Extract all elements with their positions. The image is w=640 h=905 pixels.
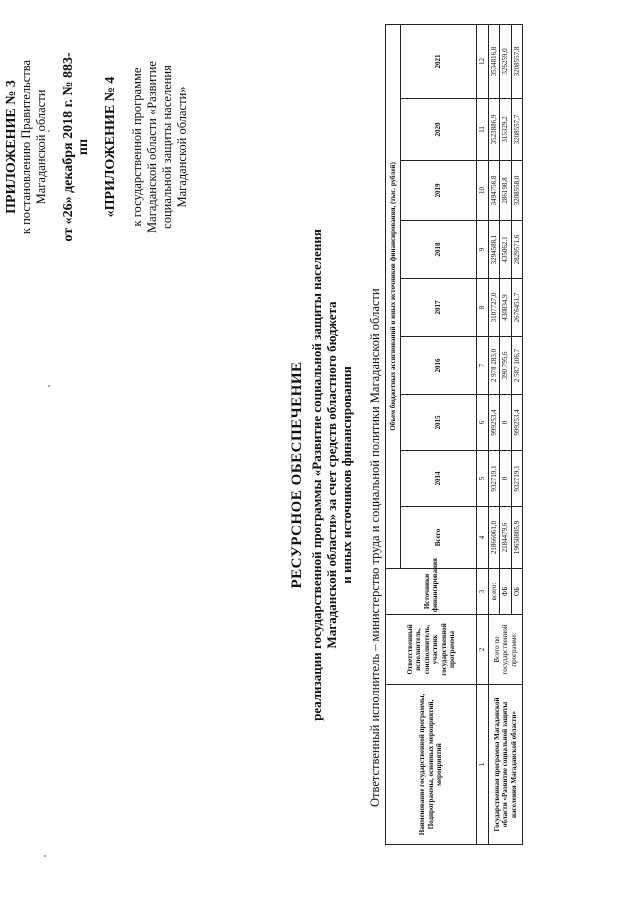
value-cell: 0 (500, 395, 512, 451)
value-cell: 932719,1 (488, 451, 500, 507)
year-cell: 2014 (401, 451, 477, 507)
header-row (386, 24, 401, 844)
value-cell: 999253,4 (488, 395, 500, 451)
year-cell: 2019 (401, 161, 477, 221)
header-source: Источники финансирования (386, 569, 477, 615)
appendix-text: к государственной программе (130, 67, 144, 227)
value-cell: 430834,9 (500, 279, 512, 337)
value-cell: 2 587 106,7 (511, 337, 523, 395)
value-cell: 3208557,8 (511, 24, 523, 98)
column-number: 10 (477, 161, 489, 221)
value-cell: 286198,8 (500, 161, 512, 221)
title-line: реализации государственной программы «Развитие социальной защиты населения (309, 229, 324, 721)
year-cell: 2016 (401, 337, 477, 395)
header-name: Наименование государственной программы, Подпрограммы, основных мероприятий, мероприятий (386, 685, 477, 845)
column-number: 1 (477, 685, 489, 845)
value-cell: 3208557,7 (511, 99, 523, 161)
column-number: 9 (477, 221, 489, 279)
value-cell: 3208558,0 (511, 161, 523, 221)
column-number: 7 (477, 337, 489, 395)
resource-table (385, 24, 523, 845)
value-cell: 3494756,8 (488, 161, 500, 221)
year-cell: 2021 (401, 24, 477, 98)
column-number-row (477, 24, 489, 844)
appendix-prior-number: «ПРИЛОЖЕНИЕ № 4 (103, 76, 118, 218)
value-cell: 3534816,8 (488, 24, 500, 98)
appendix-text: Магаданской области (34, 89, 48, 205)
column-number: 12 (477, 24, 489, 98)
program-executor-cell: Всего по государственной программе: (488, 615, 523, 685)
header-executor: Ответственный исполнитель, соисполнитель, участник государственной программы (386, 615, 477, 685)
value-cell: 2829571,6 (511, 221, 523, 279)
value-cell: 2 978 283,0 (488, 337, 500, 395)
value-cell: 2676451,7 (511, 279, 523, 337)
document-title (290, 205, 354, 745)
scan-speck (44, 855, 46, 857)
value-cell: 0 (500, 451, 512, 507)
title-line: и иных источников финансирования (339, 366, 354, 584)
column-number: 8 (477, 279, 489, 337)
appendix-text: социальной защиты населения (160, 65, 174, 229)
program-name-cell: Государственная программа Магаданской области «Развитие социальной защиты населения Магаданской области» (488, 685, 523, 845)
column-number: 11 (477, 99, 489, 161)
year-cell: 2015 (401, 395, 477, 451)
appendix-text: Магаданской области «Развитие (145, 61, 159, 233)
column-number: 6 (477, 395, 489, 451)
header-volume: Объем бюджетных ассигнований и иных источников финансирования, (тыс. рублей) (386, 24, 401, 568)
scan-speck (48, 385, 50, 387)
source-cell: всего: (488, 569, 500, 615)
column-number: 3 (477, 569, 489, 615)
scan-speck (48, 130, 50, 132)
appendix-block (4, 47, 190, 247)
appendix-text: к постановлению Правительства (19, 59, 33, 235)
column-number: 4 (477, 507, 489, 569)
appendix-number: ПРИЛОЖЕНИЕ № 3 (4, 80, 19, 214)
value-cell: 999253,4 (511, 395, 523, 451)
value-cell: 390 795,6 (500, 337, 512, 395)
title-line: Магаданской области» за счет средств областного бюджета (324, 301, 339, 649)
value-cell: 932719,1 (511, 451, 523, 507)
column-number: 2 (477, 615, 489, 685)
appendix-date: от «26» декабря 2018 г. № 883-пп (61, 52, 91, 242)
value-cell: 2184479,6 (500, 507, 512, 569)
value-cell: 326259,0 (500, 24, 512, 98)
value-cell: 3107727,0 (488, 279, 500, 337)
value-cell: 19650805,9 (511, 507, 523, 569)
year-cell: 2017 (401, 279, 477, 337)
responsible-executor: Ответственный исполнитель – министерство труда и социальной политики Магаданской области (368, 288, 382, 807)
year-cell: 2018 (401, 221, 477, 279)
value-cell: 435062,1 (500, 221, 512, 279)
source-cell: ФБ (500, 569, 512, 615)
value-cell: 3523886,9 (488, 99, 500, 161)
source-cell: ОБ (511, 569, 523, 615)
title-heading: РЕСУРСНОЕ ОБЕСПЕЧЕНИЕ (289, 361, 305, 589)
column-number: 5 (477, 451, 489, 507)
year-cell: 2020 (401, 99, 477, 161)
table-row (488, 24, 500, 844)
value-cell: 315329,2 (500, 99, 512, 161)
value-cell: 21866061,0 (488, 507, 500, 569)
year-cell: Всего (401, 507, 477, 569)
appendix-text: Магаданской области» (175, 86, 189, 208)
value-cell: 3294588,1 (488, 221, 500, 279)
